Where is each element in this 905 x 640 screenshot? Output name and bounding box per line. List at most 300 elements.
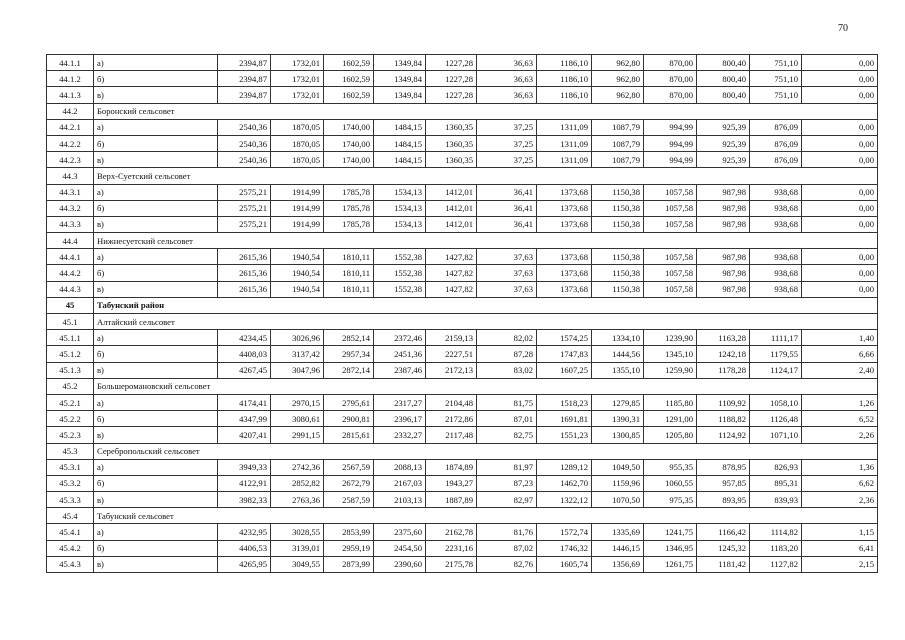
value-cell: 2900,81 bbox=[324, 411, 374, 427]
value-cell: 1150,38 bbox=[592, 200, 644, 216]
value-cell: 3080,61 bbox=[271, 411, 324, 427]
value-cell: 2795,61 bbox=[324, 394, 374, 410]
row-code: 44.3.1 bbox=[47, 184, 94, 200]
value-cell: 87,01 bbox=[477, 411, 537, 427]
value-cell: 1940,54 bbox=[271, 249, 324, 265]
value-cell: 6,52 bbox=[802, 411, 878, 427]
value-cell: 1810,11 bbox=[324, 265, 374, 281]
value-cell: 1159,96 bbox=[592, 475, 644, 491]
value-cell: 1746,32 bbox=[537, 540, 592, 556]
value-cell: 4408,03 bbox=[218, 346, 271, 362]
row-label: а) bbox=[94, 459, 218, 475]
row-code: 45.3.2 bbox=[47, 475, 94, 491]
table-row bbox=[47, 119, 878, 135]
value-cell: 1241,75 bbox=[644, 524, 697, 540]
row-code: 44.2.3 bbox=[47, 152, 94, 168]
value-cell: 962,80 bbox=[592, 87, 644, 103]
value-cell: 36,41 bbox=[477, 200, 537, 216]
value-cell: 3949,33 bbox=[218, 459, 271, 475]
value-cell: 2970,15 bbox=[271, 394, 324, 410]
value-cell: 2172,13 bbox=[426, 362, 477, 378]
table-row bbox=[47, 427, 878, 443]
value-cell: 0,00 bbox=[802, 184, 878, 200]
row-code: 44.3.3 bbox=[47, 216, 94, 232]
value-cell: 82,76 bbox=[477, 556, 537, 572]
value-cell: 800,40 bbox=[697, 87, 750, 103]
row-label: а) bbox=[94, 119, 218, 135]
tariff-table bbox=[46, 54, 878, 573]
value-cell: 962,80 bbox=[592, 71, 644, 87]
value-cell: 2175,78 bbox=[426, 556, 477, 572]
value-cell: 1602,59 bbox=[324, 87, 374, 103]
value-cell: 1943,27 bbox=[426, 475, 477, 491]
row-label: б) bbox=[94, 411, 218, 427]
row-code: 45.1 bbox=[47, 314, 94, 330]
value-cell: 36,63 bbox=[477, 87, 537, 103]
value-cell: 2540,36 bbox=[218, 135, 271, 151]
value-cell: 1261,75 bbox=[644, 556, 697, 572]
value-cell: 1412,01 bbox=[426, 200, 477, 216]
table-row bbox=[47, 524, 878, 540]
value-cell: 938,68 bbox=[750, 184, 802, 200]
value-cell: 1124,17 bbox=[750, 362, 802, 378]
value-cell: 2852,14 bbox=[324, 330, 374, 346]
value-cell: 2575,21 bbox=[218, 184, 271, 200]
value-cell: 37,63 bbox=[477, 249, 537, 265]
table-row bbox=[47, 492, 878, 508]
value-cell: 83,02 bbox=[477, 362, 537, 378]
row-label: а) bbox=[94, 394, 218, 410]
value-cell: 1427,82 bbox=[426, 281, 477, 297]
value-cell: 2172,86 bbox=[426, 411, 477, 427]
value-cell: 0,00 bbox=[802, 135, 878, 151]
value-cell: 1300,85 bbox=[592, 427, 644, 443]
value-cell: 1373,68 bbox=[537, 216, 592, 232]
value-cell: 1373,68 bbox=[537, 265, 592, 281]
row-label: в) bbox=[94, 87, 218, 103]
row-code: 45.2.2 bbox=[47, 411, 94, 427]
value-cell: 4232,95 bbox=[218, 524, 271, 540]
value-cell: 1914,99 bbox=[271, 200, 324, 216]
row-code: 44.3.2 bbox=[47, 200, 94, 216]
value-cell: 3982,33 bbox=[218, 492, 271, 508]
value-cell: 1126,48 bbox=[750, 411, 802, 427]
value-cell: 994,99 bbox=[644, 135, 697, 151]
value-cell: 876,09 bbox=[750, 135, 802, 151]
value-cell: 938,68 bbox=[750, 281, 802, 297]
value-cell: 36,63 bbox=[477, 55, 537, 71]
value-cell: 81,75 bbox=[477, 394, 537, 410]
value-cell: 1057,58 bbox=[644, 265, 697, 281]
value-cell: 2587,59 bbox=[324, 492, 374, 508]
value-cell: 893,95 bbox=[697, 492, 750, 508]
value-cell: 4267,45 bbox=[218, 362, 271, 378]
value-cell: 1166,42 bbox=[697, 524, 750, 540]
value-cell: 2387,46 bbox=[374, 362, 426, 378]
table-row bbox=[47, 87, 878, 103]
value-cell: 2451,36 bbox=[374, 346, 426, 362]
value-cell: 2103,13 bbox=[374, 492, 426, 508]
value-cell: 1691,81 bbox=[537, 411, 592, 427]
row-label: б) bbox=[94, 346, 218, 362]
row-label: а) bbox=[94, 524, 218, 540]
row-code: 44.2.1 bbox=[47, 119, 94, 135]
table-row bbox=[47, 281, 878, 297]
value-cell: 2372,46 bbox=[374, 330, 426, 346]
row-code: 44.2.2 bbox=[47, 135, 94, 151]
value-cell: 1870,05 bbox=[271, 135, 324, 151]
table-row bbox=[47, 556, 878, 572]
value-cell: 1444,56 bbox=[592, 346, 644, 362]
value-cell: 1057,58 bbox=[644, 281, 697, 297]
value-cell: 957,85 bbox=[697, 475, 750, 491]
row-code: 45.2 bbox=[47, 378, 94, 394]
value-cell: 1070,50 bbox=[592, 492, 644, 508]
value-cell: 2,15 bbox=[802, 556, 878, 572]
table-row bbox=[47, 216, 878, 232]
value-cell: 2853,99 bbox=[324, 524, 374, 540]
value-cell: 1574,25 bbox=[537, 330, 592, 346]
value-cell: 0,00 bbox=[802, 249, 878, 265]
value-cell: 0,00 bbox=[802, 119, 878, 135]
value-cell: 1311,09 bbox=[537, 152, 592, 168]
value-cell: 1740,00 bbox=[324, 119, 374, 135]
value-cell: 1390,31 bbox=[592, 411, 644, 427]
value-cell: 2227,51 bbox=[426, 346, 477, 362]
value-cell: 4122,91 bbox=[218, 475, 271, 491]
value-cell: 0,00 bbox=[802, 152, 878, 168]
row-code: 44.4 bbox=[47, 233, 94, 249]
value-cell: 1186,10 bbox=[537, 87, 592, 103]
value-cell: 1289,12 bbox=[537, 459, 592, 475]
value-cell: 82,97 bbox=[477, 492, 537, 508]
row-code: 44.2 bbox=[47, 103, 94, 119]
value-cell: 2,40 bbox=[802, 362, 878, 378]
value-cell: 0,00 bbox=[802, 265, 878, 281]
value-cell: 2815,61 bbox=[324, 427, 374, 443]
value-cell: 1205,80 bbox=[644, 427, 697, 443]
value-cell: 2540,36 bbox=[218, 152, 271, 168]
value-cell: 6,41 bbox=[802, 540, 878, 556]
table-row bbox=[47, 152, 878, 168]
value-cell: 1311,09 bbox=[537, 135, 592, 151]
row-code: 45.4.2 bbox=[47, 540, 94, 556]
value-cell: 37,25 bbox=[477, 119, 537, 135]
value-cell: 1914,99 bbox=[271, 216, 324, 232]
value-cell: 987,98 bbox=[697, 265, 750, 281]
value-cell: 1356,69 bbox=[592, 556, 644, 572]
value-cell: 1446,15 bbox=[592, 540, 644, 556]
row-code: 45.2.1 bbox=[47, 394, 94, 410]
section-title: Большеромановский сельсовет bbox=[94, 378, 878, 394]
section-title: Алтайский сельсовет bbox=[94, 314, 878, 330]
value-cell: 2,26 bbox=[802, 427, 878, 443]
value-cell: 1124,92 bbox=[697, 427, 750, 443]
value-cell: 1345,10 bbox=[644, 346, 697, 362]
value-cell: 1,36 bbox=[802, 459, 878, 475]
value-cell: 1111,17 bbox=[750, 330, 802, 346]
value-cell: 3026,96 bbox=[271, 330, 324, 346]
value-cell: 1427,82 bbox=[426, 249, 477, 265]
row-code: 44.3 bbox=[47, 168, 94, 184]
value-cell: 1185,80 bbox=[644, 394, 697, 410]
value-cell: 1518,23 bbox=[537, 394, 592, 410]
value-cell: 1114,82 bbox=[750, 524, 802, 540]
value-cell: 1740,00 bbox=[324, 152, 374, 168]
value-cell: 2454,50 bbox=[374, 540, 426, 556]
value-cell: 751,10 bbox=[750, 71, 802, 87]
value-cell: 2852,82 bbox=[271, 475, 324, 491]
value-cell: 1810,11 bbox=[324, 249, 374, 265]
value-cell: 987,98 bbox=[697, 184, 750, 200]
value-cell: 800,40 bbox=[697, 71, 750, 87]
row-label: а) bbox=[94, 55, 218, 71]
value-cell: 0,00 bbox=[802, 71, 878, 87]
value-cell: 826,93 bbox=[750, 459, 802, 475]
value-cell: 2390,60 bbox=[374, 556, 426, 572]
value-cell: 1322,12 bbox=[537, 492, 592, 508]
value-cell: 1049,50 bbox=[592, 459, 644, 475]
value-cell: 1071,10 bbox=[750, 427, 802, 443]
row-label: в) bbox=[94, 216, 218, 232]
value-cell: 1914,99 bbox=[271, 184, 324, 200]
row-label: в) bbox=[94, 427, 218, 443]
section-row bbox=[47, 378, 878, 394]
value-cell: 4347,99 bbox=[218, 411, 271, 427]
value-cell: 1552,38 bbox=[374, 265, 426, 281]
value-cell: 1732,01 bbox=[271, 55, 324, 71]
value-cell: 82,02 bbox=[477, 330, 537, 346]
value-cell: 2396,17 bbox=[374, 411, 426, 427]
value-cell: 2957,34 bbox=[324, 346, 374, 362]
value-cell: 37,63 bbox=[477, 265, 537, 281]
value-cell: 1183,20 bbox=[750, 540, 802, 556]
table-row bbox=[47, 200, 878, 216]
value-cell: 876,09 bbox=[750, 119, 802, 135]
table-row bbox=[47, 71, 878, 87]
value-cell: 2575,21 bbox=[218, 216, 271, 232]
value-cell: 1373,68 bbox=[537, 249, 592, 265]
section-title: Нижнесуетский сельсовет bbox=[94, 233, 878, 249]
table-row bbox=[47, 265, 878, 281]
value-cell: 1060,55 bbox=[644, 475, 697, 491]
value-cell: 2540,36 bbox=[218, 119, 271, 135]
value-cell: 1259,90 bbox=[644, 362, 697, 378]
value-cell: 1940,54 bbox=[271, 281, 324, 297]
section-row bbox=[47, 443, 878, 459]
value-cell: 1311,09 bbox=[537, 119, 592, 135]
value-cell: 1785,78 bbox=[324, 200, 374, 216]
value-cell: 3139,01 bbox=[271, 540, 324, 556]
value-cell: 1057,58 bbox=[644, 200, 697, 216]
row-label: в) bbox=[94, 556, 218, 572]
value-cell: 1605,74 bbox=[537, 556, 592, 572]
value-cell: 1602,59 bbox=[324, 55, 374, 71]
value-cell: 962,80 bbox=[592, 55, 644, 71]
value-cell: 1349,84 bbox=[374, 71, 426, 87]
row-label: б) bbox=[94, 540, 218, 556]
row-label: а) bbox=[94, 184, 218, 200]
value-cell: 925,39 bbox=[697, 135, 750, 151]
row-code: 45.4.3 bbox=[47, 556, 94, 572]
value-cell: 938,68 bbox=[750, 265, 802, 281]
value-cell: 1534,13 bbox=[374, 200, 426, 216]
value-cell: 2872,14 bbox=[324, 362, 374, 378]
value-cell: 1,15 bbox=[802, 524, 878, 540]
value-cell: 1186,10 bbox=[537, 55, 592, 71]
value-cell: 800,40 bbox=[697, 55, 750, 71]
value-cell: 1355,10 bbox=[592, 362, 644, 378]
section-row bbox=[47, 103, 878, 119]
value-cell: 6,62 bbox=[802, 475, 878, 491]
value-cell: 1534,13 bbox=[374, 216, 426, 232]
row-code: 45.1.2 bbox=[47, 346, 94, 362]
value-cell: 975,35 bbox=[644, 492, 697, 508]
row-label: б) bbox=[94, 135, 218, 151]
value-cell: 1462,70 bbox=[537, 475, 592, 491]
value-cell: 987,98 bbox=[697, 281, 750, 297]
value-cell: 1484,15 bbox=[374, 135, 426, 151]
row-code: 44.1.3 bbox=[47, 87, 94, 103]
row-code: 45.3.3 bbox=[47, 492, 94, 508]
value-cell: 3049,55 bbox=[271, 556, 324, 572]
row-code: 45 bbox=[47, 297, 94, 313]
value-cell: 1188,82 bbox=[697, 411, 750, 427]
table-row bbox=[47, 184, 878, 200]
value-cell: 0,00 bbox=[802, 55, 878, 71]
value-cell: 1427,82 bbox=[426, 265, 477, 281]
value-cell: 938,68 bbox=[750, 200, 802, 216]
value-cell: 1,40 bbox=[802, 330, 878, 346]
value-cell: 2231,16 bbox=[426, 540, 477, 556]
value-cell: 3137,42 bbox=[271, 346, 324, 362]
value-cell: 1150,38 bbox=[592, 184, 644, 200]
value-cell: 3047,96 bbox=[271, 362, 324, 378]
section-title: Верх-Суетский сельсовет bbox=[94, 168, 878, 184]
value-cell: 36,41 bbox=[477, 216, 537, 232]
row-code: 44.4.3 bbox=[47, 281, 94, 297]
value-cell: 4207,41 bbox=[218, 427, 271, 443]
value-cell: 751,10 bbox=[750, 87, 802, 103]
value-cell: 2959,19 bbox=[324, 540, 374, 556]
value-cell: 1785,78 bbox=[324, 184, 374, 200]
value-cell: 1291,00 bbox=[644, 411, 697, 427]
value-cell: 2394,87 bbox=[218, 55, 271, 71]
value-cell: 994,99 bbox=[644, 119, 697, 135]
value-cell: 1181,42 bbox=[697, 556, 750, 572]
row-label: а) bbox=[94, 330, 218, 346]
value-cell: 1572,74 bbox=[537, 524, 592, 540]
value-cell: 1740,00 bbox=[324, 135, 374, 151]
table-row bbox=[47, 411, 878, 427]
value-cell: 1870,05 bbox=[271, 152, 324, 168]
value-cell: 3028,55 bbox=[271, 524, 324, 540]
value-cell: 1057,58 bbox=[644, 216, 697, 232]
value-cell: 1484,15 bbox=[374, 152, 426, 168]
row-code: 45.3 bbox=[47, 443, 94, 459]
value-cell: 81,97 bbox=[477, 459, 537, 475]
value-cell: 2394,87 bbox=[218, 87, 271, 103]
table-row bbox=[47, 249, 878, 265]
table-row bbox=[47, 330, 878, 346]
value-cell: 1087,79 bbox=[592, 152, 644, 168]
value-cell: 87,23 bbox=[477, 475, 537, 491]
row-code: 45.1.1 bbox=[47, 330, 94, 346]
row-label: б) bbox=[94, 71, 218, 87]
value-cell: 2991,15 bbox=[271, 427, 324, 443]
value-cell: 2162,78 bbox=[426, 524, 477, 540]
value-cell: 1335,69 bbox=[592, 524, 644, 540]
row-code: 45.4 bbox=[47, 508, 94, 524]
value-cell: 1163,28 bbox=[697, 330, 750, 346]
value-cell: 4174,41 bbox=[218, 394, 271, 410]
value-cell: 1346,95 bbox=[644, 540, 697, 556]
value-cell: 1412,01 bbox=[426, 216, 477, 232]
section-row bbox=[47, 297, 878, 313]
value-cell: 870,00 bbox=[644, 55, 697, 71]
value-cell: 2117,48 bbox=[426, 427, 477, 443]
value-cell: 2088,13 bbox=[374, 459, 426, 475]
value-cell: 2317,27 bbox=[374, 394, 426, 410]
value-cell: 36,63 bbox=[477, 71, 537, 87]
value-cell: 1607,25 bbox=[537, 362, 592, 378]
value-cell: 2742,36 bbox=[271, 459, 324, 475]
value-cell: 1178,28 bbox=[697, 362, 750, 378]
value-cell: 987,98 bbox=[697, 249, 750, 265]
value-cell: 2104,48 bbox=[426, 394, 477, 410]
row-code: 45.3.1 bbox=[47, 459, 94, 475]
value-cell: 1534,13 bbox=[374, 184, 426, 200]
value-cell: 938,68 bbox=[750, 216, 802, 232]
row-label: а) bbox=[94, 249, 218, 265]
row-label: б) bbox=[94, 265, 218, 281]
section-row bbox=[47, 314, 878, 330]
value-cell: 1785,78 bbox=[324, 216, 374, 232]
value-cell: 2394,87 bbox=[218, 71, 271, 87]
value-cell: 1334,10 bbox=[592, 330, 644, 346]
value-cell: 1732,01 bbox=[271, 87, 324, 103]
value-cell: 1057,58 bbox=[644, 249, 697, 265]
value-cell: 876,09 bbox=[750, 152, 802, 168]
value-cell: 1186,10 bbox=[537, 71, 592, 87]
value-cell: 1109,92 bbox=[697, 394, 750, 410]
value-cell: 2567,59 bbox=[324, 459, 374, 475]
value-cell: 2615,36 bbox=[218, 265, 271, 281]
value-cell: 955,35 bbox=[644, 459, 697, 475]
table-row bbox=[47, 459, 878, 475]
value-cell: 1087,79 bbox=[592, 119, 644, 135]
value-cell: 1349,84 bbox=[374, 55, 426, 71]
value-cell: 1179,55 bbox=[750, 346, 802, 362]
value-cell: 987,98 bbox=[697, 200, 750, 216]
section-title: Табунский район bbox=[94, 297, 878, 313]
value-cell: 2167,03 bbox=[374, 475, 426, 491]
row-code: 44.4.2 bbox=[47, 265, 94, 281]
row-code: 44.1.1 bbox=[47, 55, 94, 71]
value-cell: 2873,99 bbox=[324, 556, 374, 572]
table-row bbox=[47, 135, 878, 151]
value-cell: 36,41 bbox=[477, 184, 537, 200]
row-label: в) bbox=[94, 281, 218, 297]
section-title: Боронский сельсовет bbox=[94, 103, 878, 119]
value-cell: 0,00 bbox=[802, 216, 878, 232]
value-cell: 37,25 bbox=[477, 152, 537, 168]
value-cell: 870,00 bbox=[644, 71, 697, 87]
value-cell: 37,25 bbox=[477, 135, 537, 151]
value-cell: 1552,38 bbox=[374, 281, 426, 297]
table-row bbox=[47, 346, 878, 362]
section-row bbox=[47, 233, 878, 249]
